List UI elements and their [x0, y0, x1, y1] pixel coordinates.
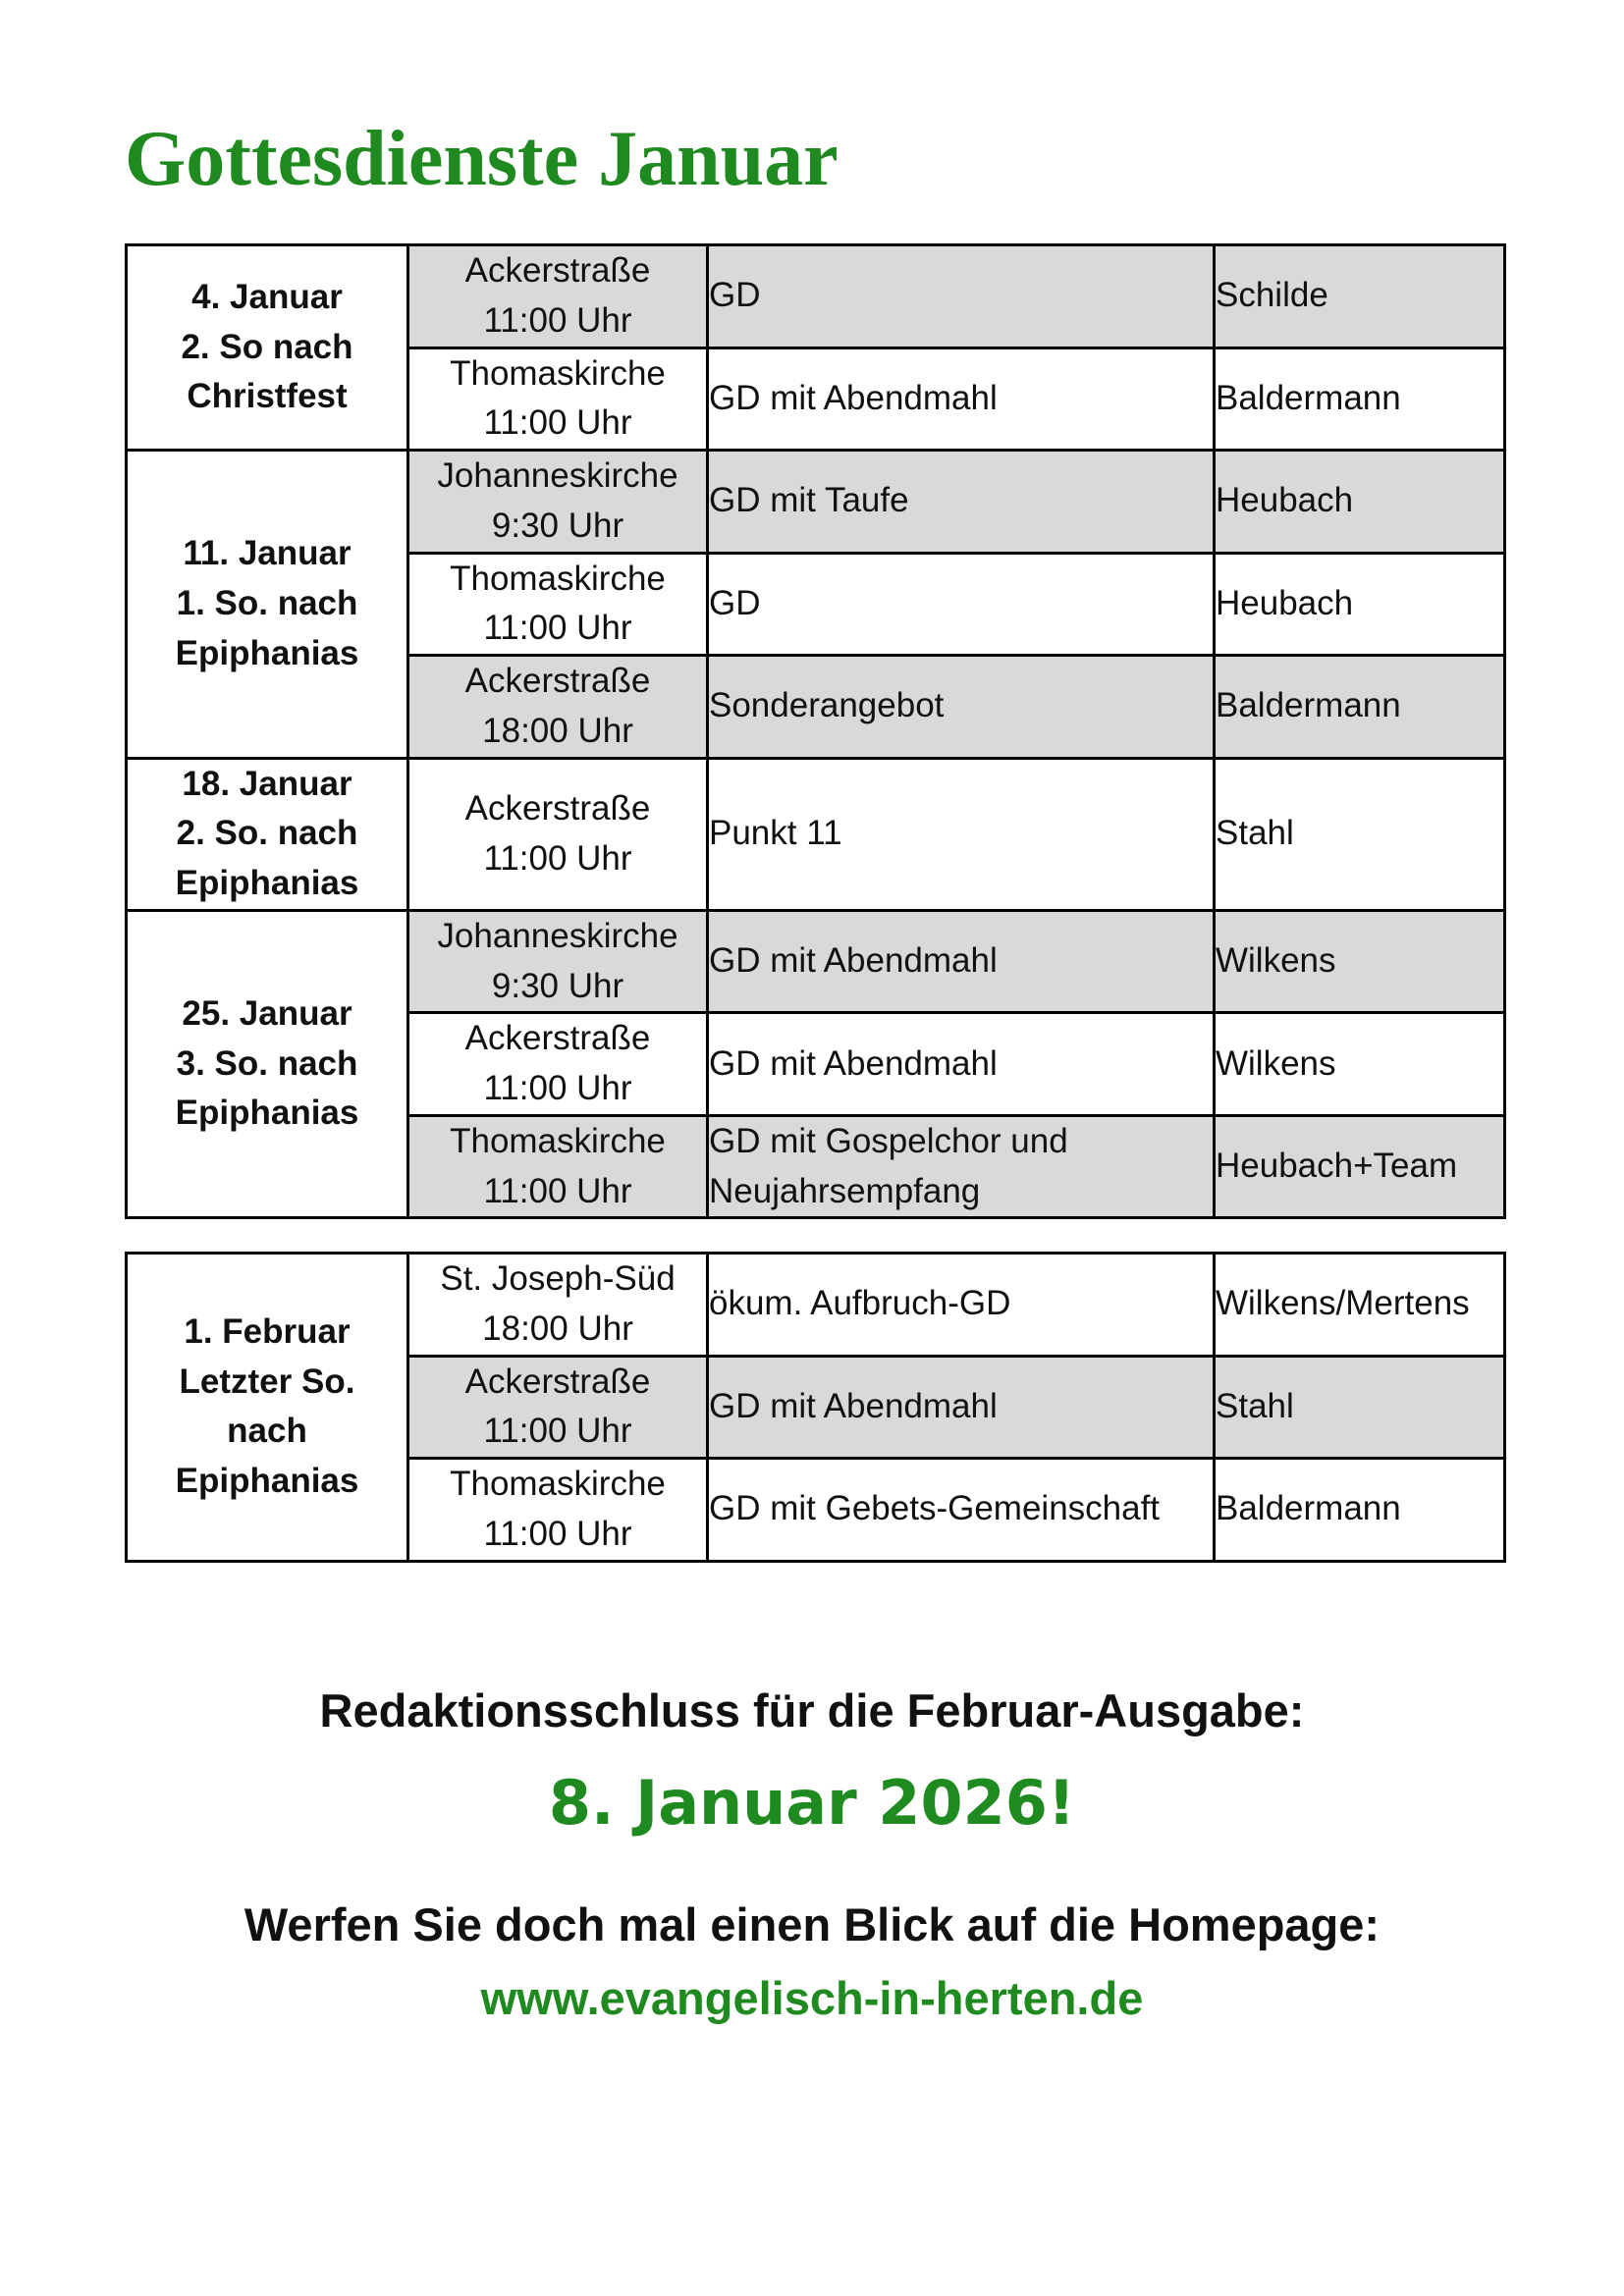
service-date-line: 25. Januar	[182, 993, 352, 1033]
service-time: 11:00 Uhr	[483, 1171, 632, 1210]
pastor-name: Stahl	[1215, 1356, 1505, 1459]
location-name: Thomaskirche	[450, 353, 666, 393]
service-description-line: GD mit Abendmahl	[709, 378, 998, 417]
location-cell	[408, 245, 708, 348]
service-description	[708, 451, 1215, 554]
table-row	[127, 1254, 1505, 1357]
pastor-name: Stahl	[1215, 758, 1505, 910]
deadline-label: Redaktionsschluss für die Februar-Ausgabe:	[319, 1684, 1305, 1736]
location-name: Ackerstraße	[464, 662, 651, 700]
pastor-name: Heubach	[1215, 451, 1505, 554]
service-date-line: Christfest	[187, 377, 348, 416]
schedule-table-february	[125, 1252, 1506, 1563]
service-date-line: 1. So. nach	[176, 583, 358, 622]
table-row	[127, 910, 1505, 1013]
location-name: Johanneskirche	[437, 456, 678, 495]
homepage-label: Werfen Sie doch mal einen Blick auf die Homepage:	[244, 1898, 1380, 1950]
service-time: 18:00 Uhr	[482, 1308, 633, 1348]
service-description	[708, 656, 1215, 759]
location-cell	[408, 1115, 708, 1218]
service-description-line: GD	[709, 276, 761, 315]
service-date-cell	[127, 758, 408, 910]
service-description-line: GD mit Abendmahl	[709, 1386, 998, 1425]
service-description	[708, 1115, 1215, 1218]
service-description	[708, 553, 1215, 656]
pastor-name: Heubach+Team	[1215, 1115, 1505, 1218]
service-description	[708, 1254, 1215, 1357]
service-description-line: Sonderangebot	[709, 686, 945, 725]
page-title: Gottesdienste Januar	[125, 116, 839, 202]
location-name: Thomaskirche	[450, 559, 666, 598]
location-name: Thomaskirche	[450, 1465, 666, 1503]
service-date-line: 11. Januar	[183, 534, 352, 573]
service-date-line: Epiphanias	[175, 633, 359, 672]
location-name: Ackerstraße	[464, 251, 651, 290]
service-date-line: nach	[227, 1412, 307, 1451]
service-date-line: Epiphanias	[175, 864, 359, 902]
table-row	[127, 758, 1505, 910]
pastor-name: Heubach	[1215, 553, 1505, 656]
homepage-url[interactable]: www.evangelisch-in-herten.de	[480, 1972, 1144, 2024]
location-cell	[408, 553, 708, 656]
pastor-name: Wilkens	[1215, 1013, 1505, 1116]
service-description	[708, 347, 1215, 451]
service-date-line: 2. So. nach	[176, 814, 358, 853]
location-name: Ackerstraße	[464, 1362, 651, 1401]
pastor-name: Baldermann	[1215, 656, 1505, 759]
service-description-line: GD mit Gebets-Gemeinschaft	[709, 1489, 1161, 1528]
service-date-cell	[127, 910, 408, 1218]
service-description	[708, 910, 1215, 1013]
service-description-line: GD	[709, 583, 761, 622]
location-cell	[408, 910, 708, 1013]
location-cell	[408, 1013, 708, 1116]
service-date-line: 1. Februar	[184, 1311, 351, 1351]
service-time: 9:30 Uhr	[491, 506, 624, 545]
pastor-name: Wilkens/Mertens	[1215, 1254, 1505, 1357]
location-cell	[408, 1459, 708, 1562]
location-cell	[408, 347, 708, 451]
service-description	[708, 1459, 1215, 1562]
service-date-line: 4. Januar	[191, 277, 343, 316]
service-description-line: GD mit Abendmahl	[709, 941, 998, 981]
service-description-line: Punkt 11	[709, 814, 842, 853]
location-cell	[408, 656, 708, 759]
location-cell	[408, 451, 708, 554]
table-row	[127, 451, 1505, 554]
service-date-cell	[127, 1254, 408, 1562]
service-time: 18:00 Uhr	[482, 711, 633, 750]
location-name: Ackerstraße	[464, 788, 651, 828]
service-description-line: GD mit Taufe	[709, 481, 909, 520]
pastor-name: Schilde	[1215, 245, 1505, 348]
service-description-line: ökum. Aufbruch-GD	[709, 1284, 1011, 1323]
service-description	[708, 1356, 1215, 1459]
service-date-line: Letzter So.	[179, 1362, 355, 1401]
service-time: 11:00 Uhr	[483, 1069, 632, 1107]
service-time: 9:30 Uhr	[491, 966, 624, 1005]
service-description	[708, 245, 1215, 348]
service-description-line: GD mit Abendmahl	[709, 1043, 998, 1083]
service-time: 11:00 Uhr	[483, 300, 632, 340]
location-cell	[408, 1356, 708, 1459]
service-description	[708, 758, 1215, 910]
service-time: 11:00 Uhr	[483, 838, 632, 878]
pastor-name: Baldermann	[1215, 347, 1505, 451]
location-name: St. Joseph-Süd	[440, 1259, 676, 1298]
service-date-cell	[127, 451, 408, 759]
service-time: 11:00 Uhr	[483, 1412, 632, 1451]
pastor-name: Baldermann	[1215, 1459, 1505, 1562]
service-description	[708, 1013, 1215, 1116]
service-time: 11:00 Uhr	[483, 1514, 632, 1553]
pastor-name: Wilkens	[1215, 910, 1505, 1013]
schedule-table-january	[125, 243, 1506, 1219]
service-time: 11:00 Uhr	[483, 609, 632, 648]
service-date-cell	[127, 245, 408, 451]
location-name: Ackerstraße	[464, 1019, 651, 1058]
service-date-line: Epiphanias	[175, 1094, 359, 1133]
table-row	[127, 245, 1505, 348]
service-time: 11:00 Uhr	[483, 403, 632, 443]
service-description-line: GD mit Gospelchor und	[709, 1121, 1068, 1160]
deadline-date: 8. Januar 2026!	[548, 1767, 1076, 1839]
location-cell	[408, 1254, 708, 1357]
service-date-line: 2. So nach	[181, 327, 353, 366]
location-name: Thomaskirche	[450, 1121, 666, 1160]
service-date-line: Epiphanias	[175, 1462, 359, 1500]
service-description-line: Neujahrsempfang	[709, 1171, 981, 1210]
location-cell	[408, 758, 708, 910]
service-date-line: 3. So. nach	[176, 1043, 358, 1083]
service-date-line: 18. Januar	[182, 764, 352, 803]
location-name: Johanneskirche	[437, 916, 678, 955]
